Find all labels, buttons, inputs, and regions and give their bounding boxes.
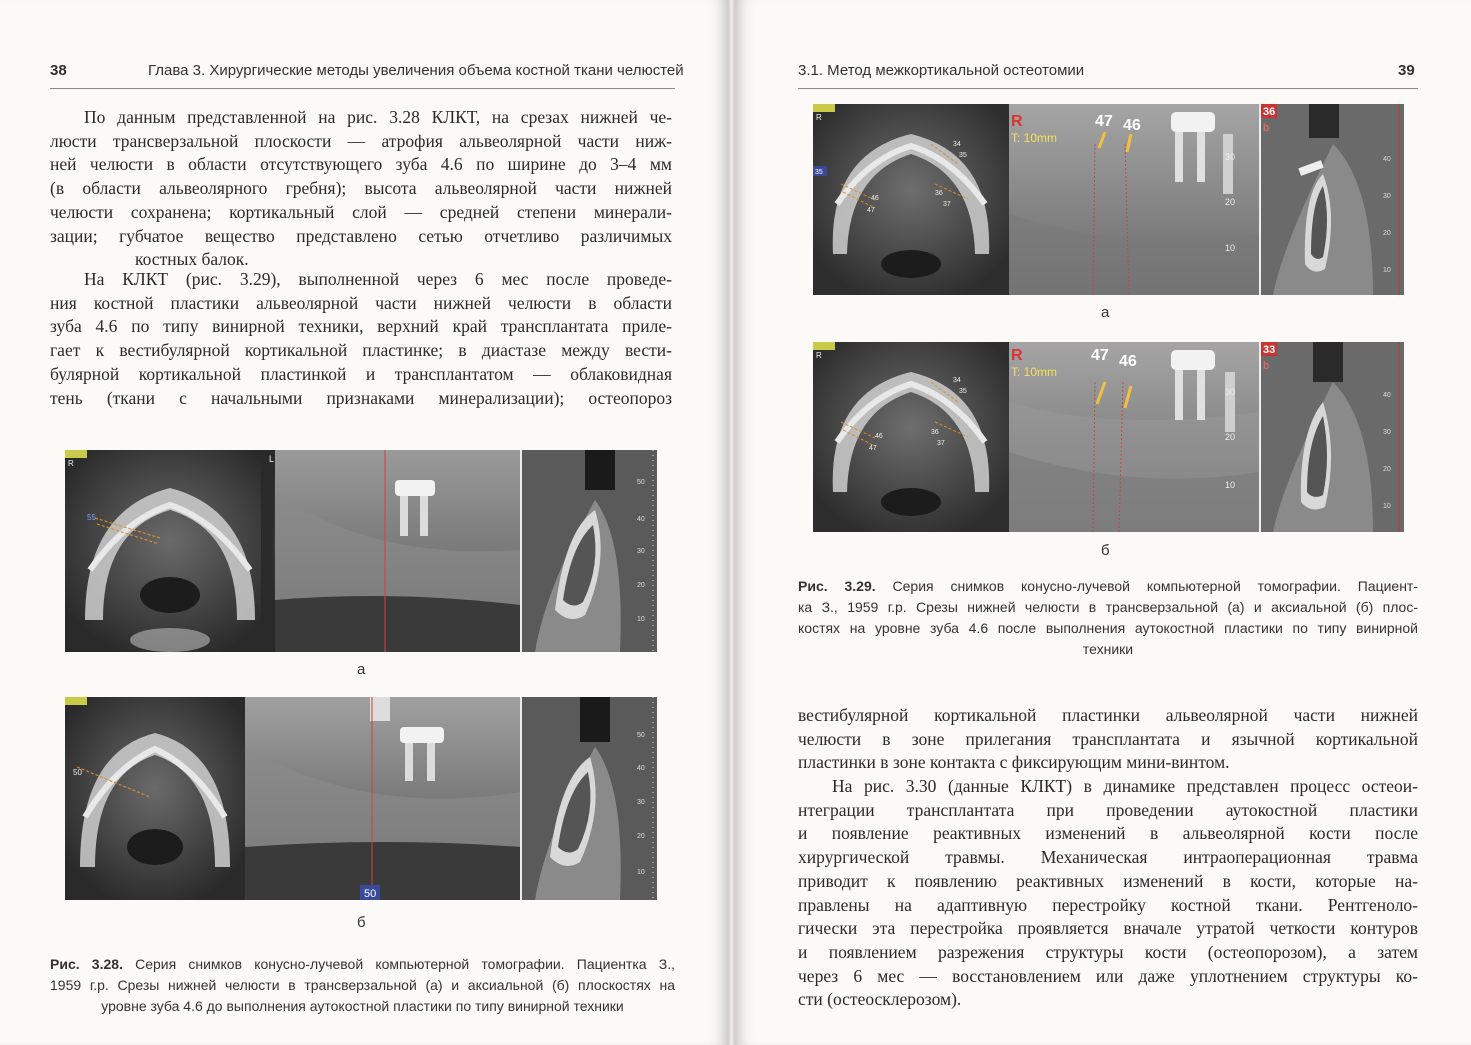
slice-marker: 50 [73, 768, 82, 777]
axis-label: b [1263, 122, 1270, 134]
caption-line: 1959 г.р. Срезы нижней челюсти в трансверзальной (а) и аксиальной (б) плоскостях на [50, 977, 675, 993]
tooth-mark: 46 [871, 195, 879, 202]
figure-3-28-b [65, 697, 657, 900]
side-marker: R [816, 113, 822, 122]
text-line: и появление реактивных изменений в альвеолярной кости после [798, 823, 1418, 844]
book-gutter [728, 0, 735, 1045]
figure-a-label: а [1101, 304, 1110, 321]
caption-label: Рис. 3.29. [798, 578, 876, 594]
caption-3-29 [798, 576, 1418, 660]
figure-3-29-a [813, 104, 1404, 295]
tooth-number: 47 [1091, 347, 1109, 364]
text-line: хирургической травмы. Механическая интраоперационная травма [798, 847, 1418, 868]
svg-text:L: L [269, 454, 275, 464]
tooth-mark: 34 [953, 377, 961, 384]
scale-tick: 10 [1225, 243, 1236, 253]
caption-line: костях на уровне зуба 4.6 после выполнения аутокостной пластики по типу винирной [798, 620, 1418, 636]
caption-line: ка З., 1959 г.р. Срезы нижней челюсти в трансверзальной (а) и аксиальной (б) плос- [798, 599, 1418, 615]
left-page-number: 38 [50, 62, 67, 79]
text-line: вестибулярной кортикальной пластинки альвеолярной части нижней [798, 705, 1418, 725]
scale-tick: 40 [637, 516, 645, 523]
caption-line [50, 954, 675, 975]
figure-b-label: б [357, 914, 366, 931]
tooth-mark: 36 [931, 429, 939, 436]
scale-tick: 20 [637, 582, 645, 589]
left-paragraph-2 [50, 268, 672, 410]
tooth-mark: 34 [953, 141, 961, 148]
right-running-head: 3.1. Метод межкортикальной остеотомии [798, 62, 1085, 79]
tooth-mark: 37 [943, 201, 951, 208]
side-marker: R [1011, 113, 1023, 130]
scale-tick: 40 [1383, 156, 1391, 163]
tooth-mark: 46 [875, 433, 883, 440]
text-line: гает к вестибулярной кортикальной пластинке; в диастазе между вести- [50, 340, 672, 361]
tooth-number: 46 [1119, 353, 1137, 370]
text-line: (в области альвеолярного гребня); высота альвеолярной части нижней [50, 178, 672, 199]
text-line: булярной кортикальной пластинкой и трансплантатом — облаковидная [50, 363, 672, 384]
text-line: нтеграции трансплантата при проведении аутокостной пластики [798, 799, 1418, 820]
tooth-mark: 37 [937, 440, 945, 447]
text-line: тень (ткани с начальными признаками минерализации); остеопороз [50, 387, 672, 408]
slice-thickness: T: 10mm [1011, 131, 1058, 145]
text-line: и появлением разрежения структуры кости (остеопорозом), а затем [798, 941, 1418, 962]
scale-tick: 10 [1383, 267, 1391, 274]
left-paragraph-1 [50, 106, 672, 272]
figure-a-label: а [357, 661, 366, 678]
figure-3-29-b [813, 342, 1404, 532]
side-marker: R [816, 351, 822, 360]
text-line: люсти трансверзальной плоскости — атрофия альвеолярной части ниж- [50, 130, 672, 151]
text-line: пластинки в зоне контакта с фиксирующим мини-винтом. [798, 752, 1230, 773]
tooth-mark: 47 [867, 207, 875, 214]
svg-text:R: R [68, 459, 74, 468]
right-paragraph-2 [798, 775, 1418, 1012]
text-line: ния костной пластики альвеолярной части нижней челюсти в области [50, 292, 672, 313]
caption-line: техники [1082, 641, 1134, 657]
tooth-number: 46 [1123, 117, 1141, 134]
scale-tick: 30 [1383, 193, 1391, 200]
text-line: На КЛКТ (рис. 3.29), выполненной через 6 мес после проведе- [84, 269, 672, 289]
scale-tick: 20 [1383, 466, 1391, 473]
scale-tick: 30 [1383, 429, 1391, 436]
scale-tick: 20 [1383, 230, 1391, 237]
tooth-mark: 35 [959, 152, 967, 159]
caption-3-28 [50, 954, 675, 1017]
ct-scan-image [65, 697, 657, 900]
slice-marker: 35 [815, 169, 823, 176]
slice-marker: 50 [364, 888, 377, 900]
slice-thickness: T: 10mm [1011, 365, 1058, 379]
caption-line [798, 576, 1418, 597]
tooth-mark: 36 [935, 190, 943, 197]
text-line: По данным представленной на рис. 3.28 КЛКТ, на срезах нижней че- [84, 107, 672, 127]
text-line: челюсти в зоне прилегания трансплантата и язычной кортикальной [798, 728, 1418, 749]
left-running-head: Глава 3. Хирургические методы увеличения объема костной ткани челюстей [148, 62, 684, 79]
ct-scan-image [813, 342, 1404, 532]
scale-tick: 30 [637, 799, 645, 806]
scale-tick: 50 [637, 479, 645, 486]
scale-tick: 40 [1383, 392, 1391, 399]
text-line: через 6 мес — восстановлением или даже уплотнением структуры ко- [798, 965, 1418, 986]
scale-tick: 20 [637, 833, 645, 840]
scale-tick: 10 [637, 616, 645, 623]
text-line: зуба 4.6 по типу винирной техники, верхний край трансплантата приле- [50, 316, 672, 337]
axis-label: b [1263, 360, 1270, 372]
slice-number: 36 [1263, 106, 1276, 118]
right-page [735, 0, 1471, 1045]
tooth-number: 47 [1095, 113, 1113, 130]
ct-scan-image [65, 450, 657, 652]
scale-tick: 20 [1225, 432, 1236, 442]
text-line: челюсти сохранена; кортикальный слой — средней степени минерали- [50, 201, 672, 222]
text-line: зации; губчатое вещество представлено сетью отчетливо различимых [50, 225, 672, 246]
right-header-rule [798, 88, 1418, 89]
right-paragraph-1 [798, 704, 1418, 775]
scale-tick: 10 [1383, 503, 1391, 510]
scale-tick: 50 [637, 732, 645, 739]
tooth-mark: 35 [959, 388, 967, 395]
text-line: гически эта перестройка проявляется вначале утратой четкости контуров [798, 918, 1418, 939]
text-line: ней челюсти в области отсутствующего зуба 4.6 по ширине до 3–4 мм [50, 154, 672, 175]
scale-tick: 10 [1225, 480, 1236, 490]
slice-number: 33 [1263, 344, 1276, 356]
scale-tick: 30 [1225, 152, 1236, 162]
left-page [0, 0, 728, 1045]
caption-text: Серия снимков конусно-лучевой компьютерной томографии. Пациентка З., [122, 956, 675, 972]
text-line: правлены на адаптивную перестройку костной ткани. Рентгеноло- [798, 894, 1418, 915]
scale-tick: 30 [1225, 387, 1236, 397]
side-marker: R [1011, 347, 1023, 364]
scale-tick: 30 [637, 548, 645, 555]
figure-3-28-a [65, 450, 657, 652]
caption-label: Рис. 3.28. [50, 956, 123, 972]
figure-b-label: б [1101, 542, 1110, 559]
right-page-number: 39 [1398, 62, 1415, 79]
caption-text: Серия снимков конусно-лучевой компьютерной томографии. Пациент- [875, 578, 1418, 594]
text-line: приводит к появлению реактивных изменений в кости, которые на- [798, 870, 1418, 891]
slice-marker: 55 [87, 513, 96, 522]
tooth-mark: 47 [869, 445, 877, 452]
text-line: сти (остеосклерозом). [798, 989, 962, 1010]
caption-line: уровне зуба 4.6 до выполнения аутокостной пластики по типу винирной техники [101, 998, 624, 1014]
text-line: костных балок. [135, 249, 249, 270]
text-line: На рис. 3.30 (данные КЛКТ) в динамике представлен процесс остеои- [832, 776, 1418, 796]
scale-tick: 20 [1225, 197, 1236, 207]
scale-tick: 40 [637, 765, 645, 772]
ct-scan-image [813, 104, 1404, 295]
scale-tick: 10 [637, 869, 645, 876]
left-header-rule [50, 88, 675, 89]
